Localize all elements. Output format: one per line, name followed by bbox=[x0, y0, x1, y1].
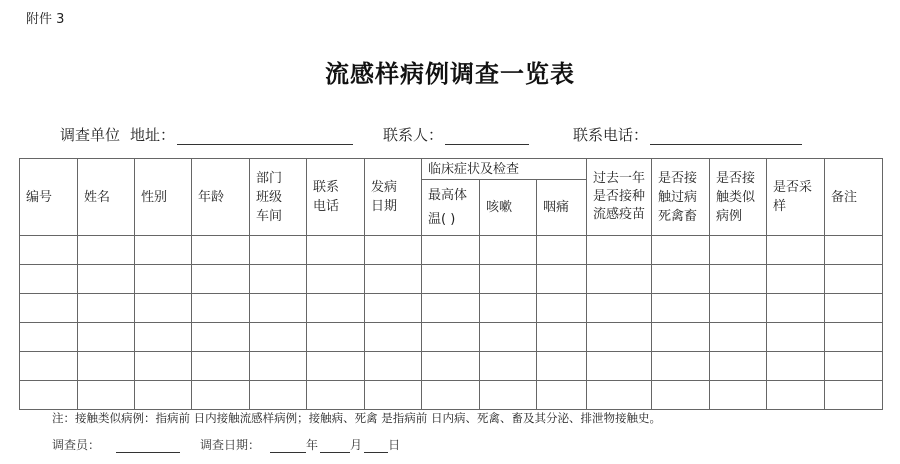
col-group-clinical: 临床症状及检查 bbox=[422, 159, 587, 180]
contact-phone-label: 联系电话： bbox=[573, 126, 649, 144]
cell-similar-case-contact[interactable] bbox=[710, 381, 767, 410]
cell-phone[interactable] bbox=[307, 352, 365, 381]
cell-cough[interactable] bbox=[480, 265, 537, 294]
table-row bbox=[20, 352, 883, 381]
cell-age[interactable] bbox=[192, 236, 250, 265]
cell-phone[interactable] bbox=[307, 294, 365, 323]
cell-id[interactable] bbox=[20, 352, 78, 381]
footnote: 注：接触类似病例：指病前 日内接触流感样病例；接触病、死禽 是指病前 日内病、死禽、畜及其分泌、排泄物接触史。 bbox=[52, 411, 661, 425]
cell-age[interactable] bbox=[192, 294, 250, 323]
cell-similar-case-contact[interactable] bbox=[710, 352, 767, 381]
cell-gender[interactable] bbox=[135, 352, 192, 381]
contact-person-field[interactable] bbox=[445, 127, 529, 145]
cell-vaccinated[interactable] bbox=[587, 381, 652, 410]
contact-person-group bbox=[383, 124, 529, 145]
col-header-sore-throat: 咽痛 bbox=[537, 180, 587, 236]
cell-poultry-contact[interactable] bbox=[652, 381, 710, 410]
investigator-field[interactable] bbox=[116, 439, 180, 453]
cell-remarks[interactable] bbox=[825, 381, 883, 410]
cell-onset-date[interactable] bbox=[365, 265, 422, 294]
cell-sampled[interactable] bbox=[767, 294, 825, 323]
cell-gender[interactable] bbox=[135, 265, 192, 294]
footer-row bbox=[52, 436, 400, 453]
cell-poultry-contact[interactable] bbox=[652, 352, 710, 381]
survey-day-field[interactable] bbox=[364, 439, 388, 453]
cell-age[interactable] bbox=[192, 323, 250, 352]
col-header-gender: 性别 bbox=[135, 159, 192, 236]
cell-department[interactable] bbox=[250, 294, 307, 323]
col-header-sampled: 是否采样 bbox=[767, 159, 825, 236]
cell-age[interactable] bbox=[192, 352, 250, 381]
cell-name[interactable] bbox=[78, 381, 135, 410]
cell-similar-case-contact[interactable] bbox=[710, 265, 767, 294]
cell-cough[interactable] bbox=[480, 352, 537, 381]
cell-vaccinated[interactable] bbox=[587, 352, 652, 381]
col-header-poultry-contact: 是否接触过病死禽畜 bbox=[652, 159, 710, 236]
cell-max-temp[interactable] bbox=[422, 352, 480, 381]
cell-sore-throat[interactable] bbox=[537, 381, 587, 410]
year-label: 年 bbox=[306, 438, 319, 452]
cell-name[interactable] bbox=[78, 323, 135, 352]
cell-remarks[interactable] bbox=[825, 265, 883, 294]
cell-department[interactable] bbox=[250, 381, 307, 410]
cell-sampled[interactable] bbox=[767, 381, 825, 410]
cell-sampled[interactable] bbox=[767, 352, 825, 381]
cell-department[interactable] bbox=[250, 236, 307, 265]
table-row bbox=[20, 294, 883, 323]
col-header-max-temp: 最高体温( ) bbox=[422, 180, 480, 236]
cell-poultry-contact[interactable] bbox=[652, 323, 710, 352]
col-header-id: 编号 bbox=[20, 159, 78, 236]
cell-department[interactable] bbox=[250, 323, 307, 352]
cell-phone[interactable] bbox=[307, 265, 365, 294]
cell-age[interactable] bbox=[192, 265, 250, 294]
cell-vaccinated[interactable] bbox=[587, 323, 652, 352]
contact-phone-field[interactable] bbox=[650, 127, 802, 145]
cell-phone[interactable] bbox=[307, 381, 365, 410]
cell-similar-case-contact[interactable] bbox=[710, 294, 767, 323]
table-row bbox=[20, 323, 883, 352]
cell-id[interactable] bbox=[20, 323, 78, 352]
cell-cough[interactable] bbox=[480, 381, 537, 410]
col-header-vaccinated: 过去一年是否接种流感疫苗 bbox=[587, 159, 652, 236]
table-row bbox=[20, 265, 883, 294]
cell-department[interactable] bbox=[250, 265, 307, 294]
cell-name[interactable] bbox=[78, 265, 135, 294]
survey-year-field[interactable] bbox=[270, 439, 306, 453]
cell-gender[interactable] bbox=[135, 381, 192, 410]
cell-remarks[interactable] bbox=[825, 352, 883, 381]
cell-sore-throat[interactable] bbox=[537, 323, 587, 352]
cell-sampled[interactable] bbox=[767, 236, 825, 265]
cell-phone[interactable] bbox=[307, 236, 365, 265]
cell-phone[interactable] bbox=[307, 323, 365, 352]
investigator-label: 调查员： bbox=[52, 438, 101, 452]
col-header-phone: 联系电话 bbox=[307, 159, 365, 236]
month-label: 月 bbox=[350, 438, 363, 452]
cell-gender[interactable] bbox=[135, 236, 192, 265]
cell-sampled[interactable] bbox=[767, 323, 825, 352]
cell-sore-throat[interactable] bbox=[537, 265, 587, 294]
cell-onset-date[interactable] bbox=[365, 352, 422, 381]
cell-poultry-contact[interactable] bbox=[652, 294, 710, 323]
col-header-department: 部门班级车间 bbox=[250, 159, 307, 236]
cell-name[interactable] bbox=[78, 236, 135, 265]
table-row bbox=[20, 381, 883, 410]
cell-sore-throat[interactable] bbox=[537, 294, 587, 323]
cell-onset-date[interactable] bbox=[365, 381, 422, 410]
day-label: 日 bbox=[388, 438, 401, 452]
cell-onset-date[interactable] bbox=[365, 236, 422, 265]
col-header-similar-case-contact: 是否接触类似病例 bbox=[710, 159, 767, 236]
cell-vaccinated[interactable] bbox=[587, 294, 652, 323]
cell-sampled[interactable] bbox=[767, 265, 825, 294]
cell-name[interactable] bbox=[78, 352, 135, 381]
col-header-age: 年龄 bbox=[192, 159, 250, 236]
col-header-name: 姓名 bbox=[78, 159, 135, 236]
cell-name[interactable] bbox=[78, 294, 135, 323]
cell-poultry-contact[interactable] bbox=[652, 236, 710, 265]
cell-id[interactable] bbox=[20, 294, 78, 323]
contact-person-label: 联系人： bbox=[383, 126, 444, 144]
cell-vaccinated[interactable] bbox=[587, 265, 652, 294]
cell-age[interactable] bbox=[192, 381, 250, 410]
cell-id[interactable] bbox=[20, 381, 78, 410]
cell-poultry-contact[interactable] bbox=[652, 265, 710, 294]
cell-similar-case-contact[interactable] bbox=[710, 323, 767, 352]
cell-max-temp[interactable] bbox=[422, 236, 480, 265]
cell-department[interactable] bbox=[250, 352, 307, 381]
table-row bbox=[20, 236, 883, 265]
cell-max-temp[interactable] bbox=[422, 381, 480, 410]
cell-remarks[interactable] bbox=[825, 294, 883, 323]
cell-similar-case-contact[interactable] bbox=[710, 236, 767, 265]
cell-max-temp[interactable] bbox=[422, 294, 480, 323]
cell-remarks[interactable] bbox=[825, 323, 883, 352]
address-label: 地址： bbox=[130, 126, 176, 144]
survey-table bbox=[19, 158, 883, 410]
cell-max-temp[interactable] bbox=[422, 265, 480, 294]
cell-cough[interactable] bbox=[480, 294, 537, 323]
col-header-cough: 咳嗽 bbox=[480, 180, 537, 236]
cell-onset-date[interactable] bbox=[365, 294, 422, 323]
address-field[interactable] bbox=[177, 127, 353, 145]
col-header-onset-date: 发病日期 bbox=[365, 159, 422, 236]
attachment-label: 附件 3 bbox=[26, 12, 65, 27]
cell-vaccinated[interactable] bbox=[587, 236, 652, 265]
unit-address-group bbox=[60, 124, 353, 145]
cell-onset-date[interactable] bbox=[365, 323, 422, 352]
cell-sore-throat[interactable] bbox=[537, 352, 587, 381]
cell-cough[interactable] bbox=[480, 323, 537, 352]
cell-cough[interactable] bbox=[480, 236, 537, 265]
contact-phone-group bbox=[573, 124, 802, 145]
survey-date-label: 调查日期： bbox=[200, 438, 261, 452]
page-title: 流感样病例调查一览表 bbox=[325, 60, 575, 88]
cell-max-temp[interactable] bbox=[422, 323, 480, 352]
unit-label: 调查单位 bbox=[60, 126, 121, 144]
col-header-remarks: 备注 bbox=[825, 159, 883, 236]
cell-id[interactable] bbox=[20, 236, 78, 265]
cell-sore-throat[interactable] bbox=[537, 236, 587, 265]
cell-remarks[interactable] bbox=[825, 236, 883, 265]
cell-id[interactable] bbox=[20, 265, 78, 294]
cell-gender[interactable] bbox=[135, 323, 192, 352]
cell-gender[interactable] bbox=[135, 294, 192, 323]
survey-month-field[interactable] bbox=[320, 439, 350, 453]
